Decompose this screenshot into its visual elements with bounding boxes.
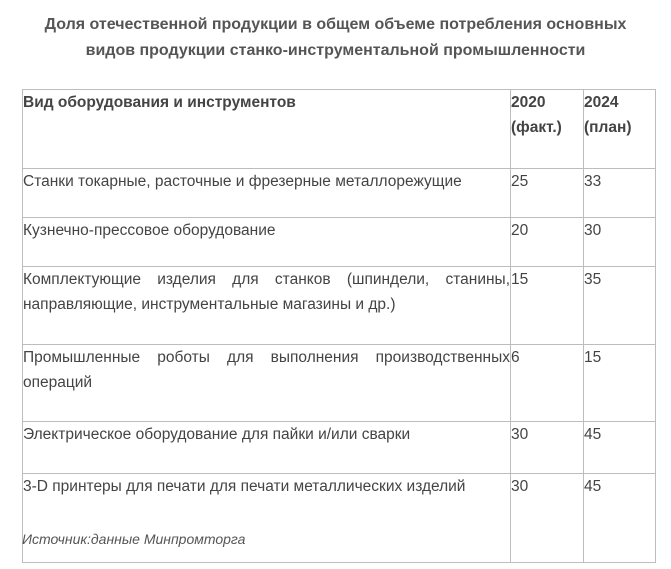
row-value-2024: 45 — [584, 422, 656, 474]
table-row — [23, 267, 656, 345]
title-line-2: видов продукции станко-инструментальной промышленности — [85, 42, 586, 59]
row-name: Промышленные роботы для выполнения производственных операций — [23, 345, 511, 422]
header-2024-plan — [584, 90, 656, 169]
row-value-2020: 20 — [511, 218, 584, 267]
table-row — [23, 169, 656, 218]
header-equipment-type: Вид оборудования и инструментов — [23, 90, 511, 169]
header-2024-year: 2024 — [584, 94, 619, 111]
row-value-2020: 25 — [511, 169, 584, 218]
row-name: 3-D принтеры для печати для печати металлических изделий — [23, 474, 511, 563]
page-title — [0, 12, 671, 64]
row-value-2024: 35 — [584, 267, 656, 345]
row-name: Комплектующие изделия для станков (шпиндели, станины, направляющие, инструментальные магазины и др.) — [23, 267, 511, 345]
header-2020-note: (факт.) — [511, 119, 562, 136]
row-value-2024: 30 — [584, 218, 656, 267]
header-2020-year: 2020 — [511, 94, 546, 111]
row-value-2024: 15 — [584, 345, 656, 422]
header-2020-fact — [511, 90, 584, 169]
row-value-2020: 15 — [511, 267, 584, 345]
title-line-1: Доля отечественной продукции в общем объеме потребления основных — [44, 16, 627, 33]
row-name: Кузнечно-прессовое оборудование — [23, 218, 511, 267]
table-row — [23, 474, 656, 563]
table-row — [23, 422, 656, 474]
header-2024-note: (план) — [584, 119, 632, 136]
row-value-2024: 33 — [584, 169, 656, 218]
table-row — [23, 345, 656, 422]
source-note: Источник:данные Минпромторга — [22, 531, 246, 547]
table-row — [23, 218, 656, 267]
row-name: Электрическое оборудование для пайки и/или сварки — [23, 422, 511, 474]
row-value-2020: 30 — [511, 474, 584, 563]
row-value-2020: 6 — [511, 345, 584, 422]
row-name: Станки токарные, расточные и фрезерные металлорежущие — [23, 169, 511, 218]
table-header-row — [23, 90, 656, 169]
row-value-2020: 30 — [511, 422, 584, 474]
data-table — [22, 89, 656, 563]
row-value-2024: 45 — [584, 474, 656, 563]
